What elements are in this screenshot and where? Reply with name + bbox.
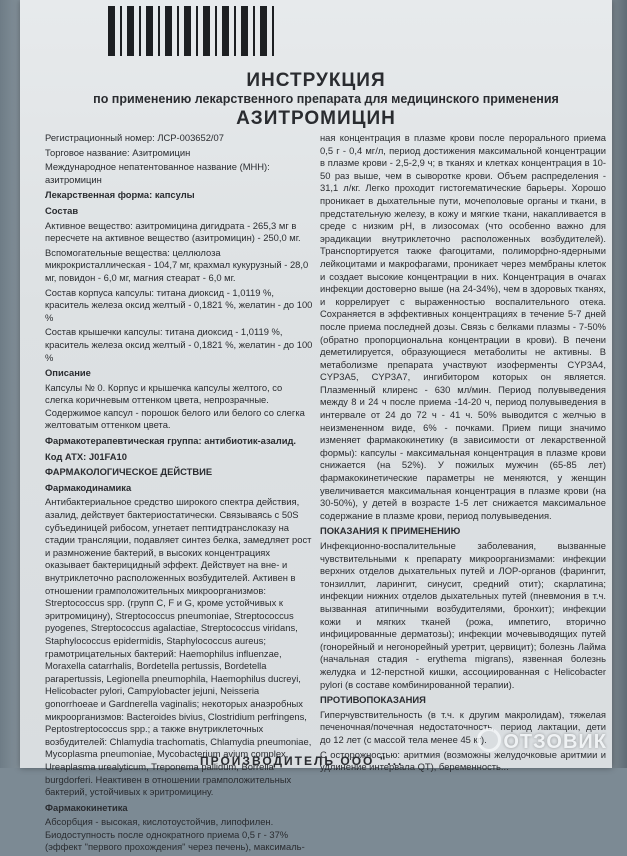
watermark-text: ОТЗОВИК <box>503 731 607 753</box>
watermark-logo-icon <box>477 728 501 752</box>
document-subtitle: по применению лекарственного препарата для медицинского применения <box>93 92 559 106</box>
paragraph: ная концентрация в плазме крови после перорального приема 0,5 г - 0,4 мг/л, период достижения максимальной концентрации в плазме крови - 2,5-2,9 ч; в тканях и клетках концентрация в 10-50 раз выше, чем в сыворотке крови. Объем распределения - 31,1 л/кг. Легко проходит гистогематические барьеры. Хорошо проникает в дыхательные пути, мочеполовые органы и ткани, в предстательную железу, в кожу и мягкие ткани, накапливается в среде с низким рН, в лизосомах (что особенно важно для эрадикации внутриклеточно расположенных возбудителей). Транспортируется также фагоцитами, полиморфно-ядерными лейкоцитами и макрофагами, проникает через мембраны клеток и создает высокие концентрации в них. Концентрация в очагах инфекции достоверно выше (на 24-34%), чем в здоровых тканях, и коррелирует с выраженностью воспалительного отека. Сохраняется в эффективных концентрациях в течение 5-7 дней после приема последней дозы. Связь с белками плазмы - 7-50% (обратно пропорциональна концентрации в крови). В печени деметилируется, образующиеся метаболиты не активны. В метаболизме препарата участвуют изоферменты CYP3A4, CYP3A5, CYP3A7, ингибитором которых он является. Плазменный клиренс - 630 мл/мин. Период полувыведения между 8 и 24 ч после приема -14-20 ч, период полувыведения в интервале от 24 до 72 ч - 41 ч. 50% выводится с желчью в неизмененном виде, 6% - почками. Прием пищи значимо изменяет фармакокинетику (в зависимости от лекарственной формы): капсулы - максимальная концентрация в плазме крови снижается (на 52%). У пожилых мужчин (65-85 лет) фармакокинетические параметры не меняются, у женщин увеличивается максимальная концентрация в плазме крови (на 30-50%), у детей в возрасте 1-5 лет снижается максимальное содержание в плазме крови, период полувыведения. <box>320 132 606 521</box>
section-heading: ФАРМАКОЛОГИЧЕСКОЕ ДЕЙСТВИЕ <box>45 466 213 478</box>
paragraph: Вспомогательные вещества: целлюлоза микрокристаллическая - 104,7 мг, крахмал кукурузный - 28,0 мг, повидон - 6,0 мг, магния стеарат - 6,0 мг. <box>45 246 309 283</box>
paragraph: Торговое название: Азитромицин <box>45 146 191 158</box>
paragraph: С осторожностью: аритмия (возможны желудочковые аритмии и удлинение интервала QT), беременность... <box>320 748 606 773</box>
section-heading: Фармакодинамика <box>45 481 132 493</box>
paragraph: Антибактериальное средство широкого спектра действия, азалид, действует бактериостатически. Связываясь с 50S субъединицей рибосом, угнетает пептидтранслоказу на стадии трансляции, подавляет синтез белка, замедляет рост и размножение бактерий, в высоких концентрациях оказывает бактерицидный эффект. Действует на вне- и внутриклеточно расположенных возбудителей. Активен в отношении грамположительных микроорганизмов: Streptococcus spp. (групп С, F и G, кроме устойчивых к эритромицину), Streptococcus pneumoniae, Streptococcus pyogenes, Streptococcus agalactiae, Streptococcus viridans, Staphylococcus epidermidis, Staphylococcus aureus; грамотрицательных бактерий: Haemophilus influenzae, Moraxella catarrhalis, Bordetella pertussis, Bordetella parapertussis, Legionella pneumophila, Haemophilus ducreyi, Helicobacter pylori, Campylobacter jejuni, Neisseria gonorrhoeae и Gardnerella vaginalis; некоторых анаэробных микроорганизмов: Bacteroides bivius, Clostridium perfringens, Peptostreptococcus spp.; а также внутриклеточных возбудителей: Chlamydia trachomatis, Chlamydia pneumoniae, Mycoplasma pneumoniae, Mycobacterium avium complex, Ureaplasma urealyticum, Treponema pallidum, Borrelia burgdorferi. Неактивен в отношении грамположительных бактерий, устойчивых к эритромицину. <box>45 496 312 798</box>
paragraph: Регистрационный номер: ЛСР-003652/07 <box>45 132 224 143</box>
watermark <box>477 728 607 754</box>
paragraph: Гиперчувствительность (в т.ч. к другим макролидам), тяжелая печеночная/почечная недостаточность, период лактации, дети до 12 лет (с массой тела менее 45 кг). <box>320 708 606 745</box>
section-heading: Код АТХ: J01FA10 <box>45 450 127 462</box>
section-heading: Состав <box>45 204 79 216</box>
paragraph: Активное вещество: азитромицина дигидрата - 265,3 мг в пересчете на активное вещество (азитромицин) - 250,0 мг. <box>45 219 301 244</box>
barcode <box>108 6 278 56</box>
manufacturer-heading-cut: ПРОИЗВОДИТЕЛЬ ООО "... <box>200 754 404 768</box>
paragraph: Состав корпуса капсулы: титана диоксид - 1,0119 %, краситель железа оксид желтый - 0,1821 %, желатин - до 100 % <box>45 286 313 323</box>
section-heading: Фармакокинетика <box>45 801 128 813</box>
paragraph: Абсорбция - высокая, кислотоустойчив, липофилен. Биодоступность после однократного приема 0,5 г - 37% (эффект "первого прохождения" через печень), максималь- <box>45 816 305 853</box>
drug-name: АЗИТРОМИЦИН <box>236 108 396 129</box>
section-heading: Описание <box>45 367 91 379</box>
paragraph: Международное непатентованное название (МНН): азитромицин <box>45 161 270 185</box>
document-title: ИНСТРУКЦИЯ <box>246 70 386 91</box>
section-heading: ПРОТИВОПОКАЗАНИЯ <box>320 694 426 706</box>
paragraph: Капсулы № 0. Корпус и крышечка капсулы желтого, со слегка коричневым оттенком цвета, непрозрачные. Содержимое капсул - порошок белого или белого со слегка желтоватым оттенком цвета. <box>45 381 305 431</box>
section-heading: Лекарственная форма: капсулы <box>45 189 195 201</box>
right-column <box>320 132 606 776</box>
paragraph: Состав крышечки капсулы: титана диоксид - 1,0119 %, краситель железа оксид желтый - 0,1821 %, желатин - до 100 % <box>45 326 313 363</box>
section-heading: Фармакотерапевтическая группа: антибиотик-азалид. <box>45 435 297 447</box>
instruction-leaflet <box>20 0 612 853</box>
section-heading: ПОКАЗАНИЯ К ПРИМЕНЕНИЮ <box>320 525 461 537</box>
left-column <box>45 132 313 856</box>
paragraph: Инфекционно-воспалительные заболевания, вызванные чувствительными к препарату микроорганизмами: инфекции верхних отделов дыхательных путей и ЛОР-органов (фарингит, тонзиллит, ларингит, синусит, средний отит); скарлатина; инфекции нижних отделов дыхательных путей (пневмония в т.ч. вызванная атипичными возбудителями, бронхит); инфекции кожи и мягких тканей (рожа, импетиго, вторично инфицированные дерматозы); инфекции мочевыводящих путей (гонорейный и негонорейный уретрит, цервицит); болезнь Лайма (начальная стадия - erythema migrans), язвенная болезнь желудка и 12-перстной кишки, ассоциированная с Helicobacter pylori (в составе комбинированной терапии). <box>320 540 606 690</box>
